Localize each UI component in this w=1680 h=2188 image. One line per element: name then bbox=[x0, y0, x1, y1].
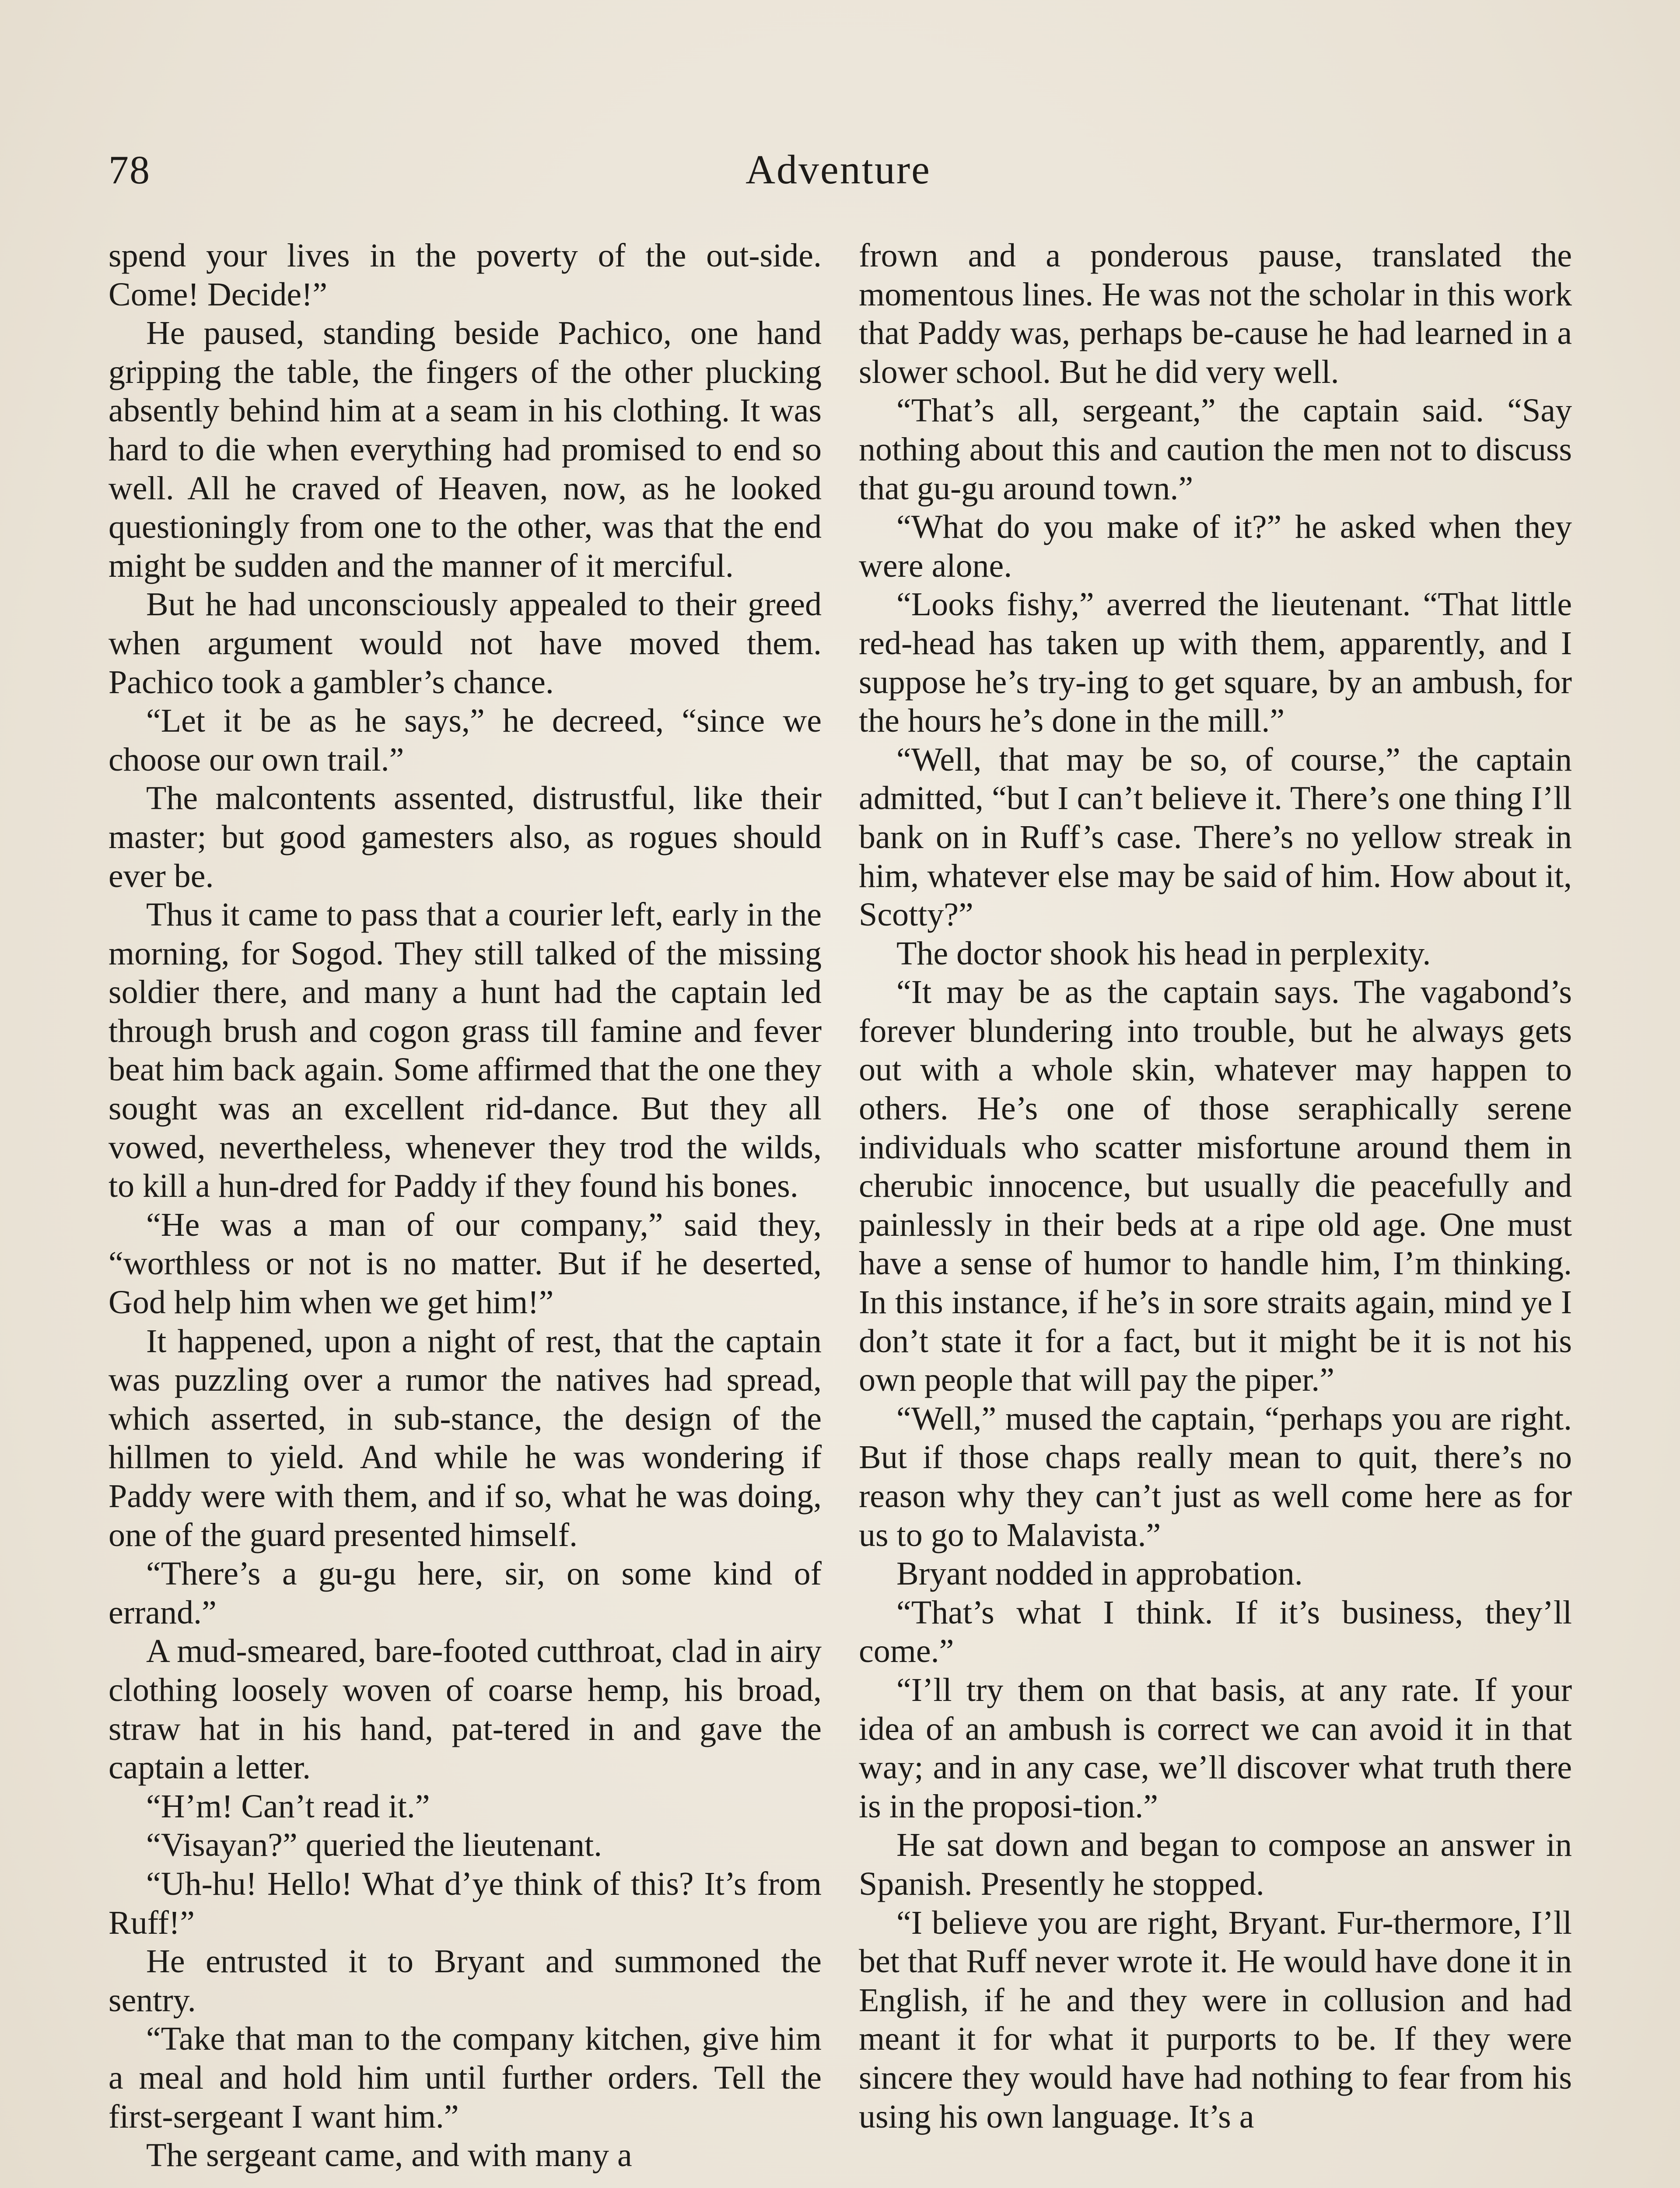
paragraph: “That’s all, sergeant,” the captain said. “Say nothing about this and caution the men not to discuss that gu-gu around town.” bbox=[859, 392, 1572, 507]
paragraph: “I believe you are right, Bryant. Fur-thermore, I’ll bet that Ruff never wrote it. He would have done it in English, if he and they were in collusion and had meant it for what it purports to be. If they were sincere they would have had nothing to fear from his using his own language. It’s a bbox=[859, 1904, 1572, 2135]
running-head-title: Adventure bbox=[746, 147, 931, 193]
page-number: 78 bbox=[108, 147, 150, 192]
paragraph: Thus it came to pass that a courier left, early in the morning, for Sogod. They still talked of the missing soldier there, and many a hunt had the captain led through brush and cogon grass till famine and fever beat him back again. Some affirmed that the one they sought was an excellent rid-dance. But they all vowed, nevertheless, whenever they trod the wilds, to kill a hun-dred for Paddy if they found his bones. bbox=[108, 896, 822, 1205]
paragraph: “Take that man to the company kitchen, give him a meal and hold him until further orders. Tell the first-sergeant I want him.” bbox=[108, 2020, 822, 2135]
paragraph: “Well, that may be so, of course,” the captain admitted, “but I can’t believe it. There’s one thing I’ll bank on in Ruff’s case. There’s no yellow streak in him, whatever else may be said of him. How about it, Scotty?” bbox=[859, 741, 1572, 933]
paragraph: “Visayan?” queried the lieutenant. bbox=[146, 1827, 602, 1864]
paragraph: “Uh-hu! Hello! What d’ye think of this? It’s from Ruff!” bbox=[108, 1865, 822, 1941]
paragraph: “I’ll try them on that basis, at any rate. If your idea of an ambush is correct we can avoid it in that way; and in any case, we’ll discover what truth there is in the proposi-tion.” bbox=[859, 1671, 1572, 1825]
paragraph: He sat down and began to compose an answer in Spanish. Presently he stopped. bbox=[859, 1827, 1572, 1902]
paragraph: Bryant nodded in approbation. bbox=[896, 1555, 1303, 1592]
paragraph: But he had unconsciously appealed to their greed when argument would not have moved them. Pachico took a gambler’s chance. bbox=[108, 586, 822, 701]
paragraph: The doctor shook his head in perplexity. bbox=[896, 935, 1431, 972]
paragraph: “Well,” mused the captain, “perhaps you are right. But if those chaps really mean to quit, there’s no reason why they can’t just as well come here as for us to go to Malavista.” bbox=[859, 1400, 1572, 1553]
right-text-column bbox=[859, 236, 1572, 2136]
paragraph: It happened, upon a night of rest, that the captain was puzzling over a rumor the natives had spread, which asserted, in sub-stance, the design of the hillmen to yield. And while he was wondering if Paddy were with them, and if so, what he was doing, one of the guard presented himself. bbox=[108, 1322, 822, 1553]
paragraph: “It may be as the captain says. The vagabond’s forever blundering into trouble, but he always gets out with a whole skin, whatever may happen to others. He’s one of those seraphically serene individuals who scatter misfortune around them in cherubic innocence, but usually die peacefully and painlessly in their beds at a ripe old age. One must have a sense of humor to handle him, I’m thinking. In this instance, if he’s in sore straits again, mind ye I don’t state it for a fact, but it might be it is not his own people that will pay the piper.” bbox=[859, 974, 1572, 1399]
paragraph: “There’s a gu-gu here, sir, on some kind of errand.” bbox=[108, 1555, 822, 1631]
paragraph: “What do you make of it?” he asked when they were alone. bbox=[859, 508, 1572, 584]
paragraph: The sergeant came, and with many a bbox=[146, 2137, 632, 2174]
page-header bbox=[108, 139, 1568, 200]
paragraph: A mud-smeared, bare-footed cutthroat, clad in airy clothing loosely woven of coarse hemp, his broad, straw hat in his hand, pat-tered in and gave the captain a letter. bbox=[108, 1633, 822, 1786]
left-text-column bbox=[108, 236, 822, 2175]
paragraph: “Looks fishy,” averred the lieutenant. “That little red-head has taken up with them, apparently, and I suppose he’s try-ing to get square, by an ambush, for the hours he’s done in the mill.” bbox=[859, 586, 1572, 740]
paragraph: The malcontents assented, distrustful, like their master; but good gamesters also, as rogues should ever be. bbox=[108, 780, 822, 894]
paragraph: “He was a man of our company,” said they, “worthless or not is no matter. But if he deserted, God help him when we get him!” bbox=[108, 1206, 822, 1321]
paragraph: spend your lives in the poverty of the out-side. Come! Decide!” bbox=[108, 237, 822, 313]
paragraph: He paused, standing beside Pachico, one hand gripping the table, the fingers of the other plucking absently behind him at a seam in his clothing. It was hard to die when everything had promised to end so well. All he craved of Heaven, now, as he looked questioningly from one to the other, was that the end might be sudden and the manner of it merciful. bbox=[108, 315, 822, 584]
paragraph: “Let it be as he says,” he decreed, “since we choose our own trail.” bbox=[108, 702, 822, 778]
paragraph: “H’m! Can’t read it.” bbox=[146, 1788, 430, 1825]
paragraph: He entrusted it to Bryant and summoned the sentry. bbox=[108, 1943, 822, 2019]
paragraph: frown and a ponderous pause, translated the momentous lines. He was not the scholar in this work that Paddy was, perhaps be-cause he had learned in a slower school. But he did very well. bbox=[859, 237, 1572, 390]
paragraph: “That’s what I think. If it’s business, they’ll come.” bbox=[859, 1594, 1572, 1670]
